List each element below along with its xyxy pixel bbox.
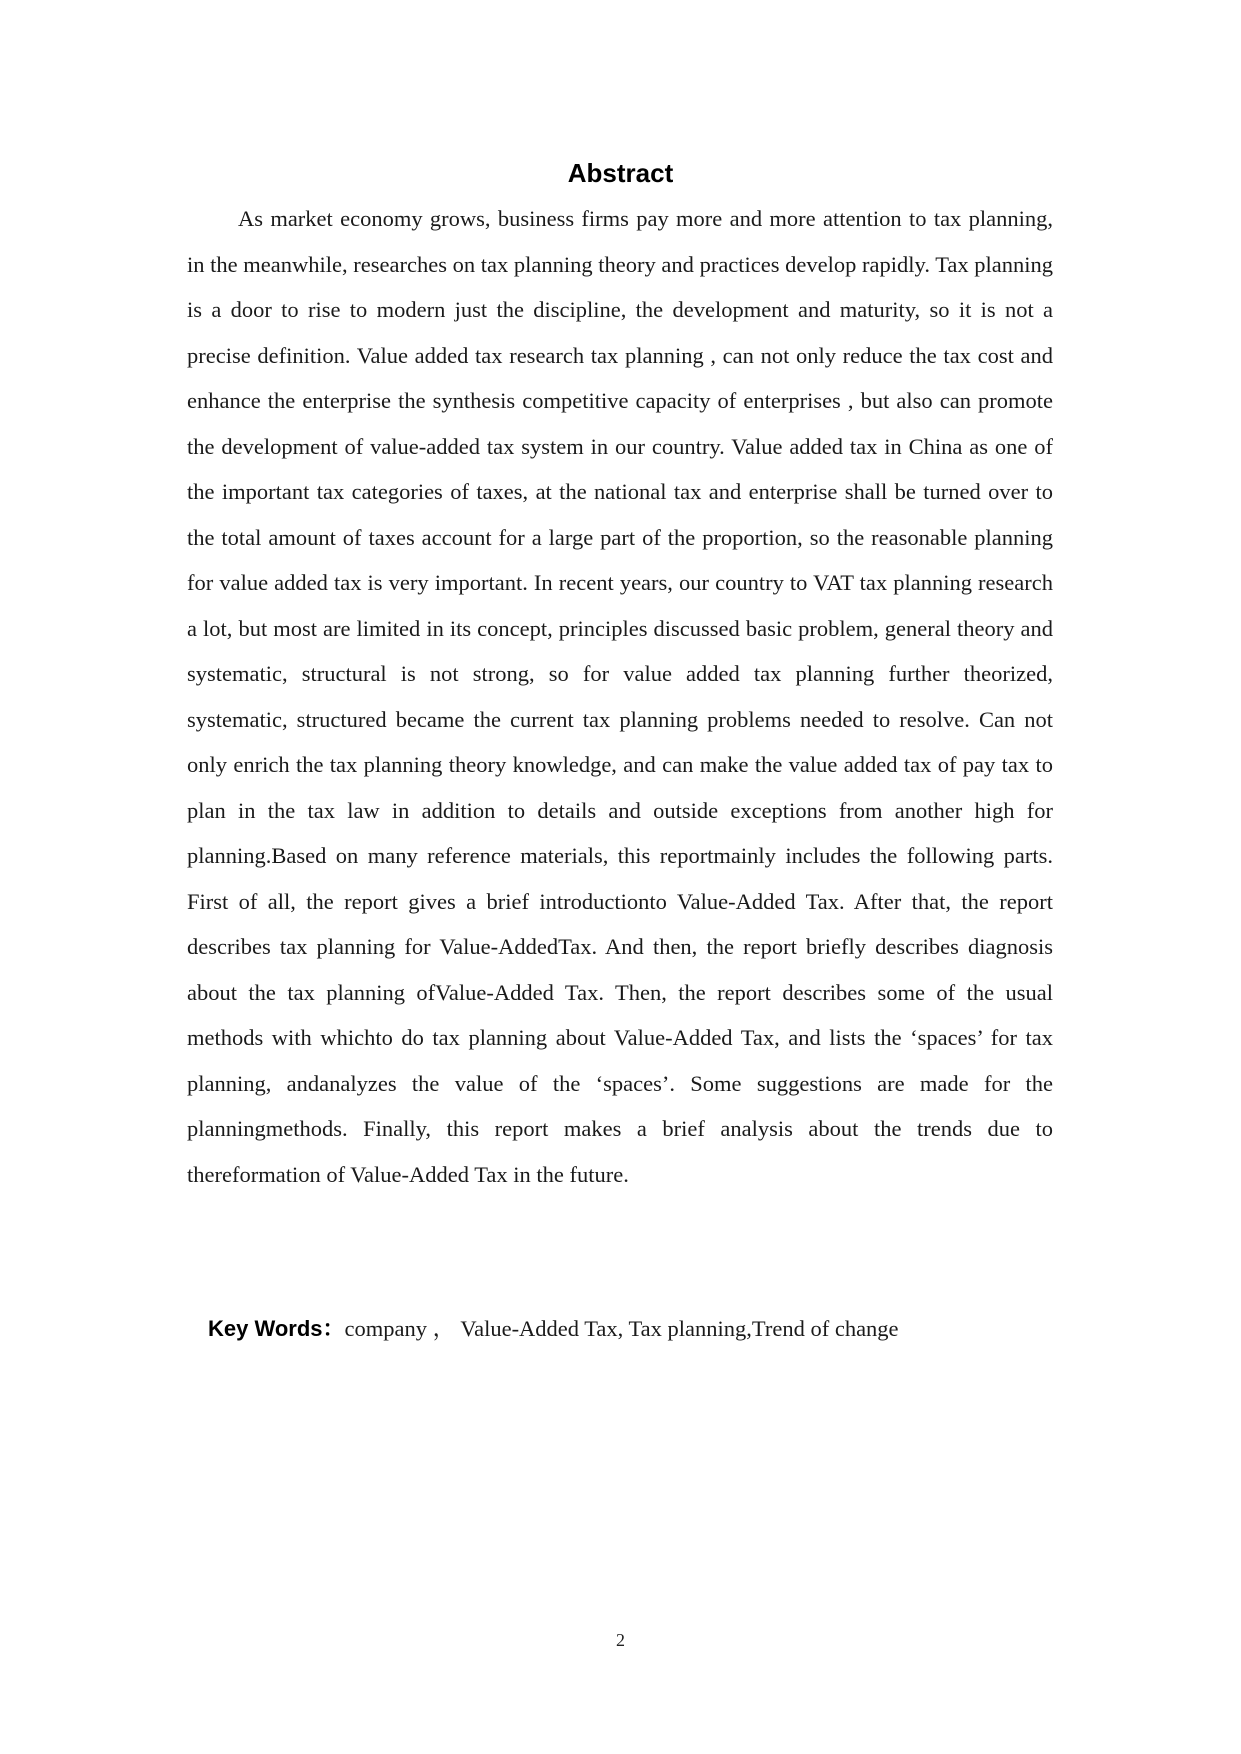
abstract-body: As market economy grows, business firms pay more and more attention to tax planning, in the meanwhile, researches on tax planning theory and practices develop rapidly. Tax planning is a door to rise to modern just the discipline, the development and maturity, so it is not a precise definition. Value added tax research tax planning , can not only reduce the tax cost and enhance the enterprise the synthesis competitive capacity of enterprises , but also can promote the development of value-added tax system in our country. Value added tax in China as one of the important tax categories of taxes, at the national tax and enterprise shall be turned over to the total amount of taxes account for a large part of the proportion, so the reasonable planning for value added tax is very important. In recent years, our country to VAT tax planning research a lot, but most are limited in its concept, principles discussed basic problem, general theory and systematic, structural is not strong, so for value added tax planning further theorized, systematic, structured became the current tax planning problems needed to resolve. Can not only enrich the tax planning theory knowledge, and can make the value added tax of pay tax to plan in the tax law in addition to details and outside exceptions from another high for planning.Based on many reference materials, this reportmainly includes the following parts. First of all, the report gives a brief introductionto Value-Added Tax. After that, the report describes tax planning for Value-AddedTax. And then, the report briefly describes diagnosis about the tax planning ofValue-Added Tax. Then, the report describes some of the usual methods with whichto do tax planning about Value-Added Tax, and lists the ‘spaces’ for tax planning, andanalyzes the value of the ‘spaces’. Some suggestions are made for the planningmethods. Finally, this report makes a brief analysis about the trends due to thereformation of Value-Added Tax in the future. [187, 206, 1053, 1187]
abstract-title: Abstract [567, 158, 674, 188]
keywords-value: company ， Value-Added Tax, Tax planning,Trend of change [344, 1316, 899, 1341]
keywords-label: Key Words： [208, 1316, 345, 1341]
keywords-line [208, 1313, 1048, 1345]
page-number: 2 [616, 1630, 625, 1650]
